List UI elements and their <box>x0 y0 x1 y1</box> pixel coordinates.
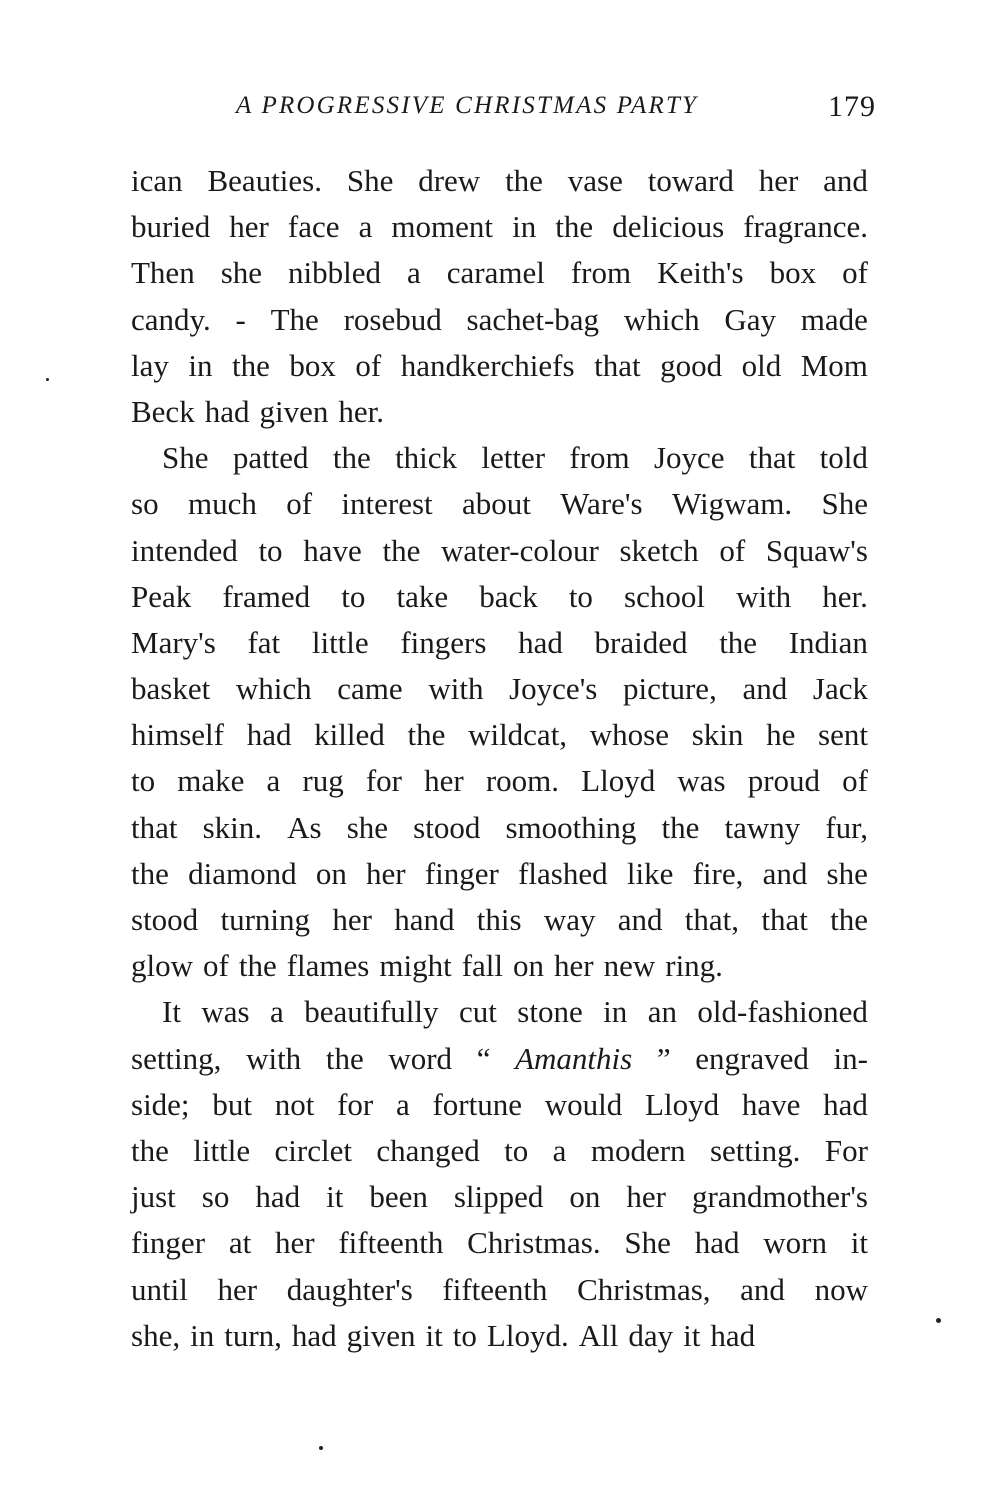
text-line: Peak framed to take back to school with her. <box>131 578 868 614</box>
text-line: She patted the thick letter from Joyce that told <box>162 440 868 476</box>
text-line: she, in turn, had given it to Lloyd. All day it had <box>131 1317 756 1353</box>
text-line: candy. - The rosebud sachet-bag which Gay made <box>131 301 868 337</box>
text-line: Mary's fat little fingers had braided the Indian <box>131 624 868 660</box>
text-line: basket which came with Joyce's picture, and Jack <box>131 671 868 707</box>
text-line: lay in the box of handkerchiefs that good old Mom <box>131 347 868 383</box>
text-line: finger at her fifteenth Christmas. She had worn it <box>131 1225 868 1261</box>
text-line: ican Beauties. She drew the vase toward her and <box>131 163 868 198</box>
text-line: the little circlet changed to a modern setting. For <box>131 1132 868 1168</box>
text-line: until her daughter's fifteenth Christmas, and now <box>131 1271 868 1307</box>
text-line: glow of the flames might fall on her new ring. <box>131 948 723 984</box>
scan-speck <box>46 378 49 381</box>
text-line: himself had killed the wildcat, whose skin he sent <box>131 717 868 753</box>
scan-speck <box>319 1446 323 1450</box>
text-line: the diamond on her finger flashed like fire, and she <box>131 855 868 891</box>
text-line: It was a beautifully cut stone in an old-fashioned <box>162 994 868 1030</box>
body-text <box>131 158 868 1359</box>
text-line: Then she nibbled a caramel from Keith's box of <box>131 255 868 291</box>
scan-speck <box>936 1318 941 1323</box>
text-line: to make a rug for her room. Lloyd was proud of <box>131 763 868 799</box>
text-line: that skin. As she stood smoothing the tawny fur, <box>131 809 868 845</box>
text-line: so much of interest about Ware's Wigwam. She <box>131 486 868 522</box>
running-title: A PROGRESSIVE CHRISTMAS PARTY <box>236 92 699 119</box>
text-line: just so had it been slipped on her grandmother's <box>131 1179 868 1215</box>
text-line: Beck had given her. <box>131 393 384 429</box>
text-line: setting, with the word “ Amanthis ” engraved in- <box>131 1040 868 1076</box>
text-line: side; but not for a fortune would Lloyd have had <box>131 1086 868 1122</box>
text-line: buried her face a moment in the delicious fragrance. <box>131 209 868 245</box>
text-line: intended to have the water-colour sketch of Squaw's <box>131 532 868 568</box>
page-number: 179 <box>828 90 876 123</box>
text-line: stood turning her hand this way and that, that the <box>131 902 868 937</box>
running-head <box>236 92 876 132</box>
